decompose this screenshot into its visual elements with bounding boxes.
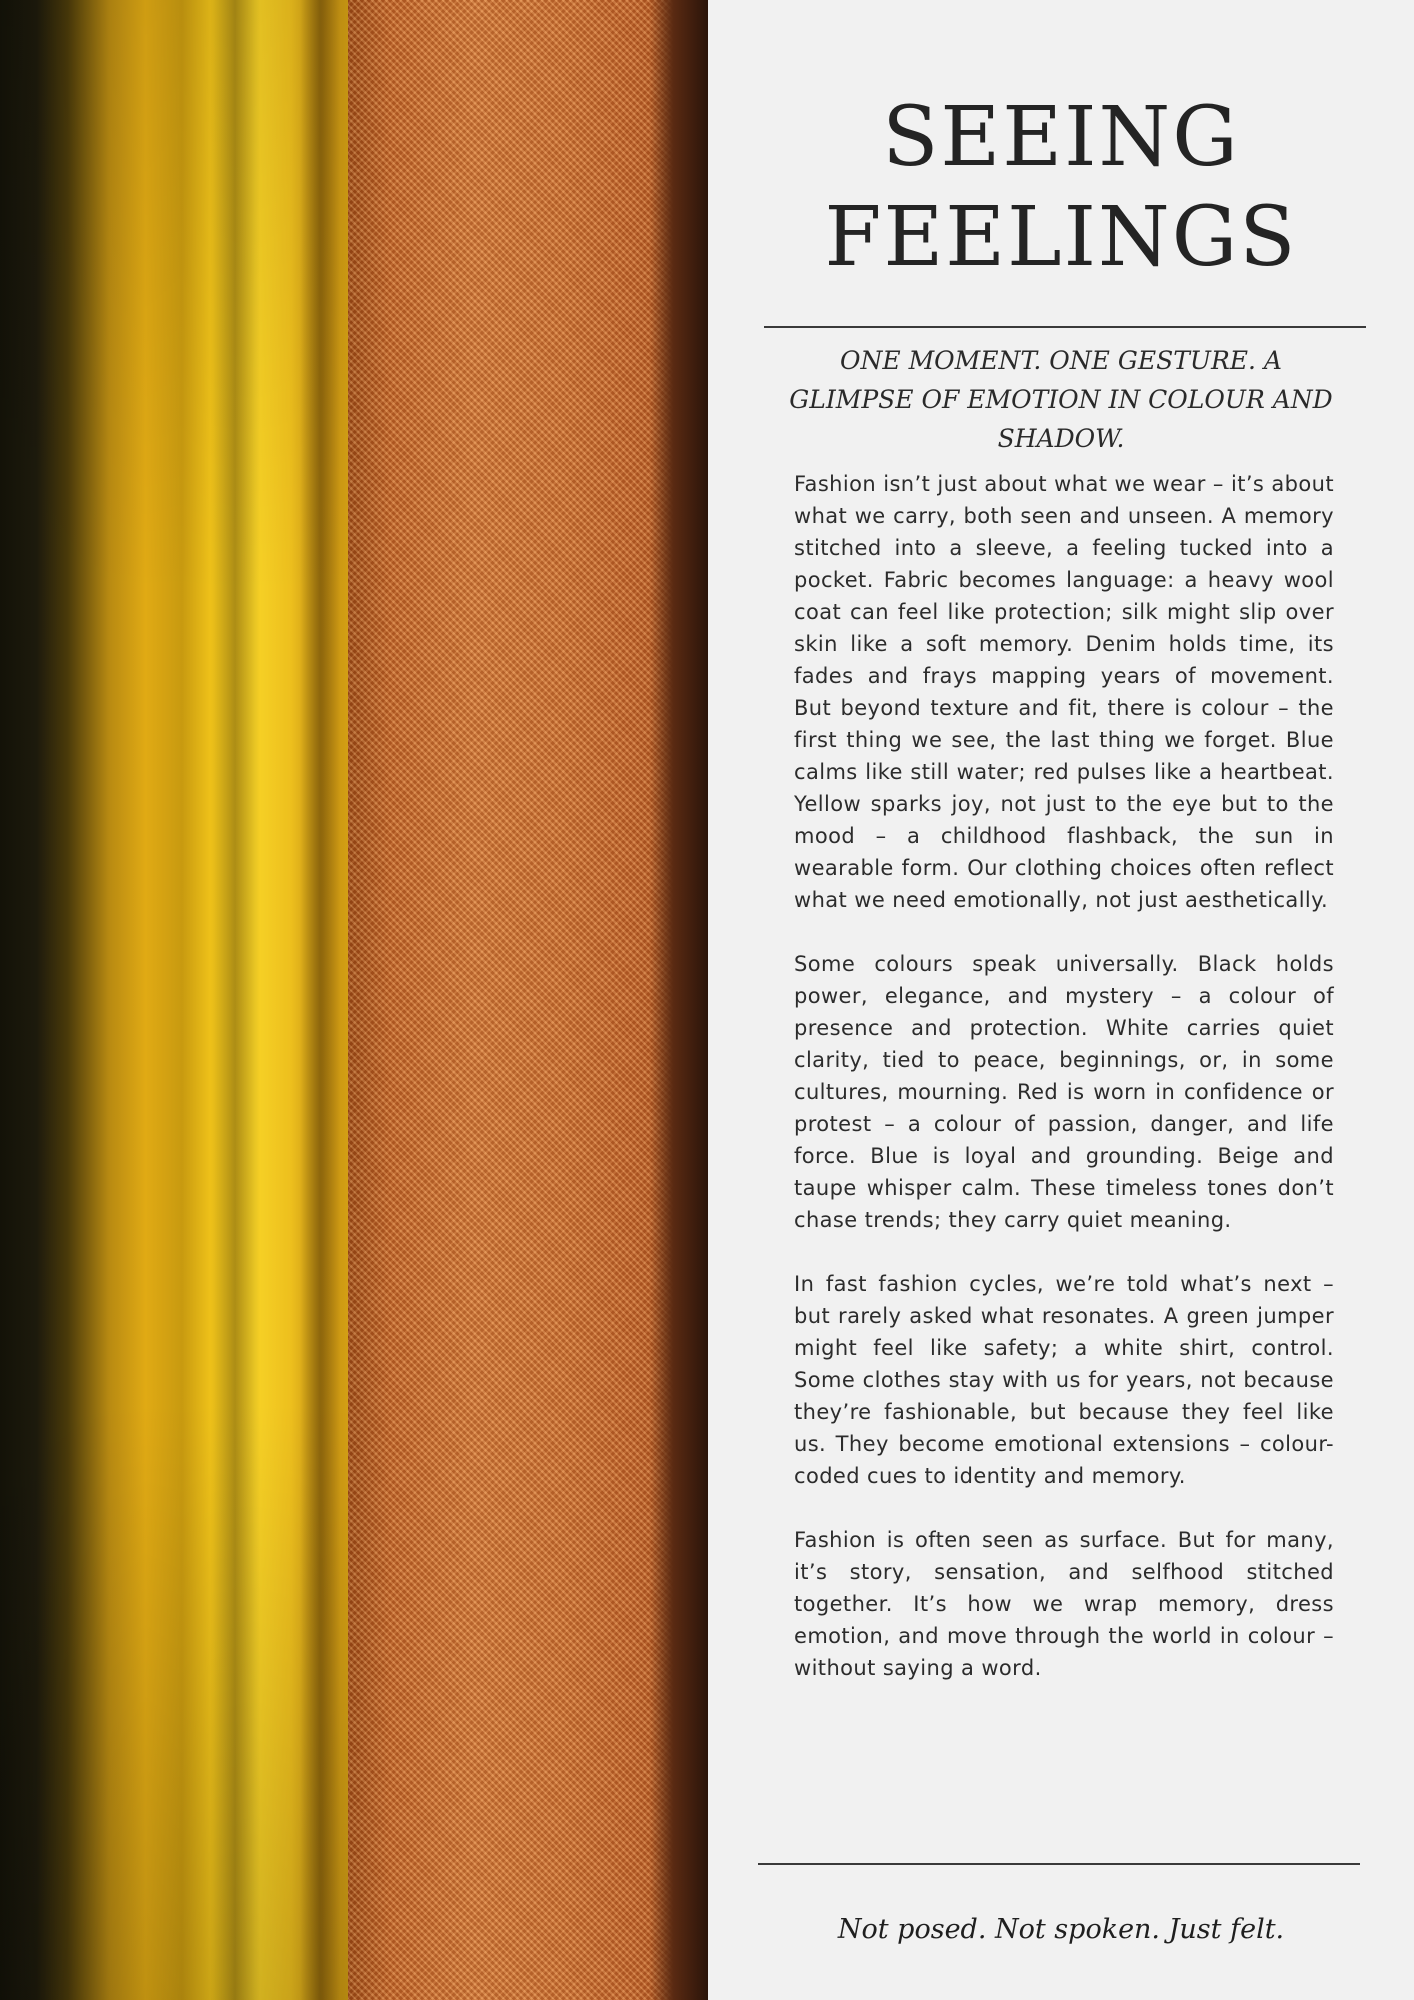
paragraph: Fashion is often seen as surface. But for many, it’s story, sensation, and selfhood stitched together. It’s how we wrap memory, dress emotion, and move through the world in colour – without saying a word. <box>794 1528 1334 1680</box>
divider-top <box>764 326 1366 328</box>
fabric-dark-edge <box>650 0 708 2000</box>
page-title <box>708 88 1414 288</box>
fabric-fold-shadow <box>210 0 260 2000</box>
paragraph: Some colours speak universally. Black holds power, elegance, and mystery – a colour of presence and protection. White carries quiet clarity, tied to peace, beginnings, or, in some cultures, mourning. Red is worn in confidence or protest – a colour of passion, danger, and life force. Blue is loyal and grounding. Beige and taupe whisper calm. These timeless tones don’t chase trends; they carry quiet meaning. <box>794 952 1334 1232</box>
article-column <box>708 0 1414 2000</box>
tagline: Not posed. Not spoken. Just felt. <box>837 1914 1285 1945</box>
divider-bottom <box>758 1863 1360 1865</box>
title-line-1: SEEING <box>882 90 1240 185</box>
article-body <box>794 468 1334 1716</box>
paragraph: In fast fashion cycles, we’re told what’s next – but rarely asked what resonates. A green jumper might feel like safety; a white shirt, control. Some clothes stay with us for years, not because they’re fashionable, but because they feel like us. They become emotional extensions – colour-coded cues to identity and memory. <box>794 1272 1334 1488</box>
subtitle: ONE MOMENT. ONE GESTURE. A GLIMPSE OF EMOTION IN COLOUR AND SHADOW. <box>789 346 1333 453</box>
paragraph: Fashion isn’t just about what we wear – it’s about what we carry, both seen and unseen. A memory stitched into a sleeve, a feeling tucked into a pocket. Fabric becomes language: a heavy wool coat can feel like protection; silk might slip over skin like a soft memory. Denim holds time, its fades and frays mapping years of movement. But beyond texture and fit, there is colour – the first thing we see, the last thing we forget. Blue calms like still water; red pulses like a heartbeat. Yellow sparks joy, not just to the eye but to the mood – a childhood flashback, the sun in wearable form. Our clothing choices often reflect what we need emotionally, not just aesthetically. <box>794 472 1334 912</box>
fabric-fold-shadow <box>300 0 340 2000</box>
title-line-2: FEELINGS <box>824 190 1298 285</box>
